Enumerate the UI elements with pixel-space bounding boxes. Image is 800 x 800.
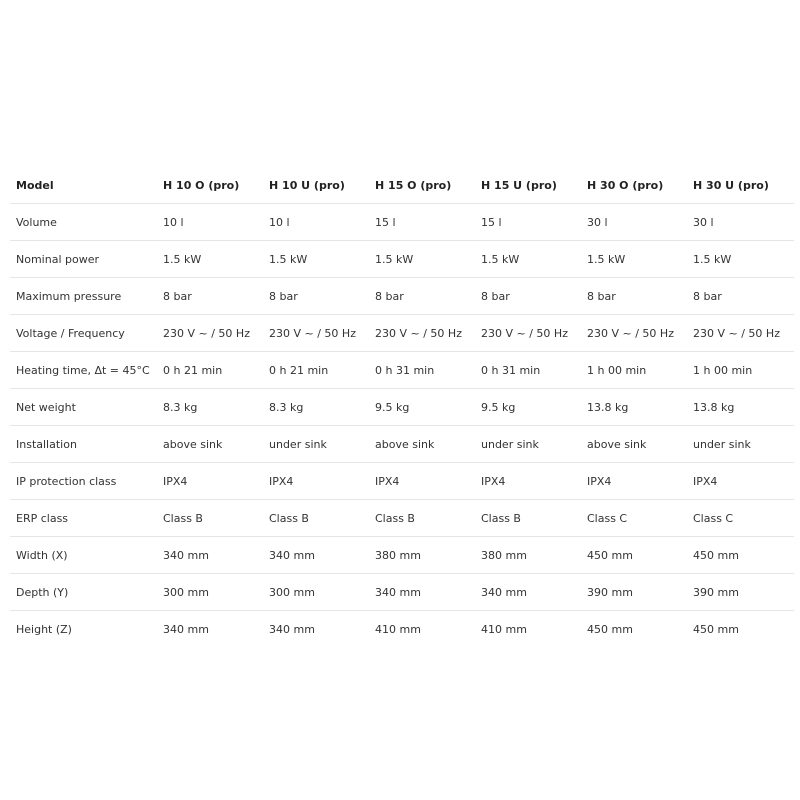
table-cell: 13.8 kg — [687, 389, 794, 426]
table-cell: under sink — [263, 426, 369, 463]
table-cell: IPX4 — [263, 463, 369, 500]
table-cell: 1.5 kW — [369, 241, 475, 278]
table-cell: 9.5 kg — [369, 389, 475, 426]
table-cell: Class B — [369, 500, 475, 537]
table-cell: 1 h 00 min — [687, 352, 794, 389]
table-row — [10, 204, 794, 241]
table-row — [10, 352, 794, 389]
table-cell: 300 mm — [263, 574, 369, 611]
table-cell: 340 mm — [369, 574, 475, 611]
table-cell: 410 mm — [481, 622, 527, 636]
row-label: Net weight — [10, 389, 157, 426]
table-cell: 8 bar — [475, 278, 581, 315]
row-label: Nominal power — [10, 241, 157, 278]
table-cell: 390 mm — [687, 574, 794, 611]
table-cell: 15 l — [475, 204, 581, 241]
table-cell: 0 h 31 min — [475, 352, 581, 389]
table-cell: 230 V ~ / 50 Hz — [475, 315, 581, 352]
table-cell: 230 V ~ / 50 Hz — [157, 315, 263, 352]
table-cell: Class C — [581, 500, 687, 537]
table-cell: 15 l — [369, 204, 475, 241]
table-cell: 300 mm — [157, 574, 263, 611]
row-label: Voltage / Frequency — [10, 315, 157, 352]
table-row — [10, 241, 794, 278]
table-cell: 8 bar — [263, 278, 369, 315]
table-cell: Class C — [687, 500, 794, 537]
table-row — [10, 537, 794, 574]
table-cell: 230 V ~ / 50 Hz — [369, 315, 475, 352]
table-cell: 340 mm — [157, 537, 263, 574]
table-cell: 1 h 00 min — [581, 352, 687, 389]
table-cell: 13.8 kg — [581, 389, 687, 426]
table-cell: 9.5 kg — [475, 389, 581, 426]
table-cell: 380 mm — [369, 537, 475, 574]
header-h30u: H 30 U (pro) — [687, 167, 794, 204]
table-cell: 230 V ~ / 50 Hz — [687, 315, 794, 352]
header-h10o: H 10 O (pro) — [157, 167, 263, 204]
row-label: IP protection class — [10, 463, 157, 500]
table-cell: 340 mm — [263, 537, 369, 574]
header-model: Model — [10, 167, 157, 204]
table-cell: above sink — [581, 426, 687, 463]
table-cell: 390 mm — [581, 574, 687, 611]
table-cell: 1.5 kW — [475, 241, 581, 278]
table-cell: 8 bar — [369, 278, 475, 315]
table-cell: Class B — [263, 500, 369, 537]
table-cell: 1.5 kW — [687, 241, 794, 278]
table-cell: 450 mm — [693, 622, 739, 636]
table-cell: IPX4 — [475, 463, 581, 500]
table-cell: under sink — [475, 426, 581, 463]
table-cell: IPX4 — [369, 463, 475, 500]
table-cell: Class B — [475, 500, 581, 537]
table-cell: 0 h 21 min — [263, 352, 369, 389]
table-row — [10, 278, 794, 315]
spec-table — [10, 167, 794, 647]
table-cell: 340 mm — [163, 622, 209, 636]
table-cell: 8 bar — [581, 278, 687, 315]
row-label: Maximum pressure — [10, 278, 157, 315]
table-cell: 1.5 kW — [157, 241, 263, 278]
table-cell: 1.5 kW — [581, 241, 687, 278]
table-cell: 450 mm — [687, 537, 794, 574]
table-cell: 8 bar — [157, 278, 263, 315]
table-cell: 230 V ~ / 50 Hz — [581, 315, 687, 352]
row-label: Heating time, Δt = 45°C — [10, 352, 157, 389]
table-cell: IPX4 — [157, 463, 263, 500]
table-row — [10, 500, 794, 537]
table-row — [10, 574, 794, 611]
row-label: Height (Z) — [16, 622, 72, 636]
table-header-row — [10, 167, 794, 204]
table-cell: IPX4 — [581, 463, 687, 500]
table-cell: above sink — [157, 426, 263, 463]
header-h30o: H 30 O (pro) — [581, 167, 687, 204]
row-label: Width (X) — [10, 537, 157, 574]
table-cell: Class B — [157, 500, 263, 537]
row-label: Volume — [10, 204, 157, 241]
table-cell: 8.3 kg — [157, 389, 263, 426]
table-cell: IPX4 — [687, 463, 794, 500]
table-cell: 410 mm — [375, 622, 421, 636]
table-cell: 450 mm — [587, 622, 633, 636]
table-cell: 0 h 21 min — [157, 352, 263, 389]
table-cell: 0 h 31 min — [369, 352, 475, 389]
table-cell: 230 V ~ / 50 Hz — [263, 315, 369, 352]
table-row — [10, 315, 794, 352]
row-label: Depth (Y) — [10, 574, 157, 611]
table-row — [10, 611, 794, 648]
table-cell: 10 l — [157, 204, 263, 241]
table-cell: 8.3 kg — [263, 389, 369, 426]
table-row — [10, 426, 794, 463]
table-cell: 30 l — [581, 204, 687, 241]
table-cell: 1.5 kW — [263, 241, 369, 278]
row-label: Installation — [10, 426, 157, 463]
table-cell: 30 l — [687, 204, 794, 241]
header-h15u: H 15 U (pro) — [475, 167, 581, 204]
table-cell: under sink — [687, 426, 794, 463]
table-cell: 10 l — [263, 204, 369, 241]
table-cell: 380 mm — [475, 537, 581, 574]
table-body — [10, 204, 794, 648]
table-cell: 450 mm — [581, 537, 687, 574]
header-h10u: H 10 U (pro) — [263, 167, 369, 204]
row-label: ERP class — [10, 500, 157, 537]
table-cell: 340 mm — [269, 622, 315, 636]
table-cell: 8 bar — [687, 278, 794, 315]
table-cell: above sink — [369, 426, 475, 463]
header-h15o: H 15 O (pro) — [369, 167, 475, 204]
table-cell: 340 mm — [475, 574, 581, 611]
table-row — [10, 389, 794, 426]
table-row — [10, 463, 794, 500]
